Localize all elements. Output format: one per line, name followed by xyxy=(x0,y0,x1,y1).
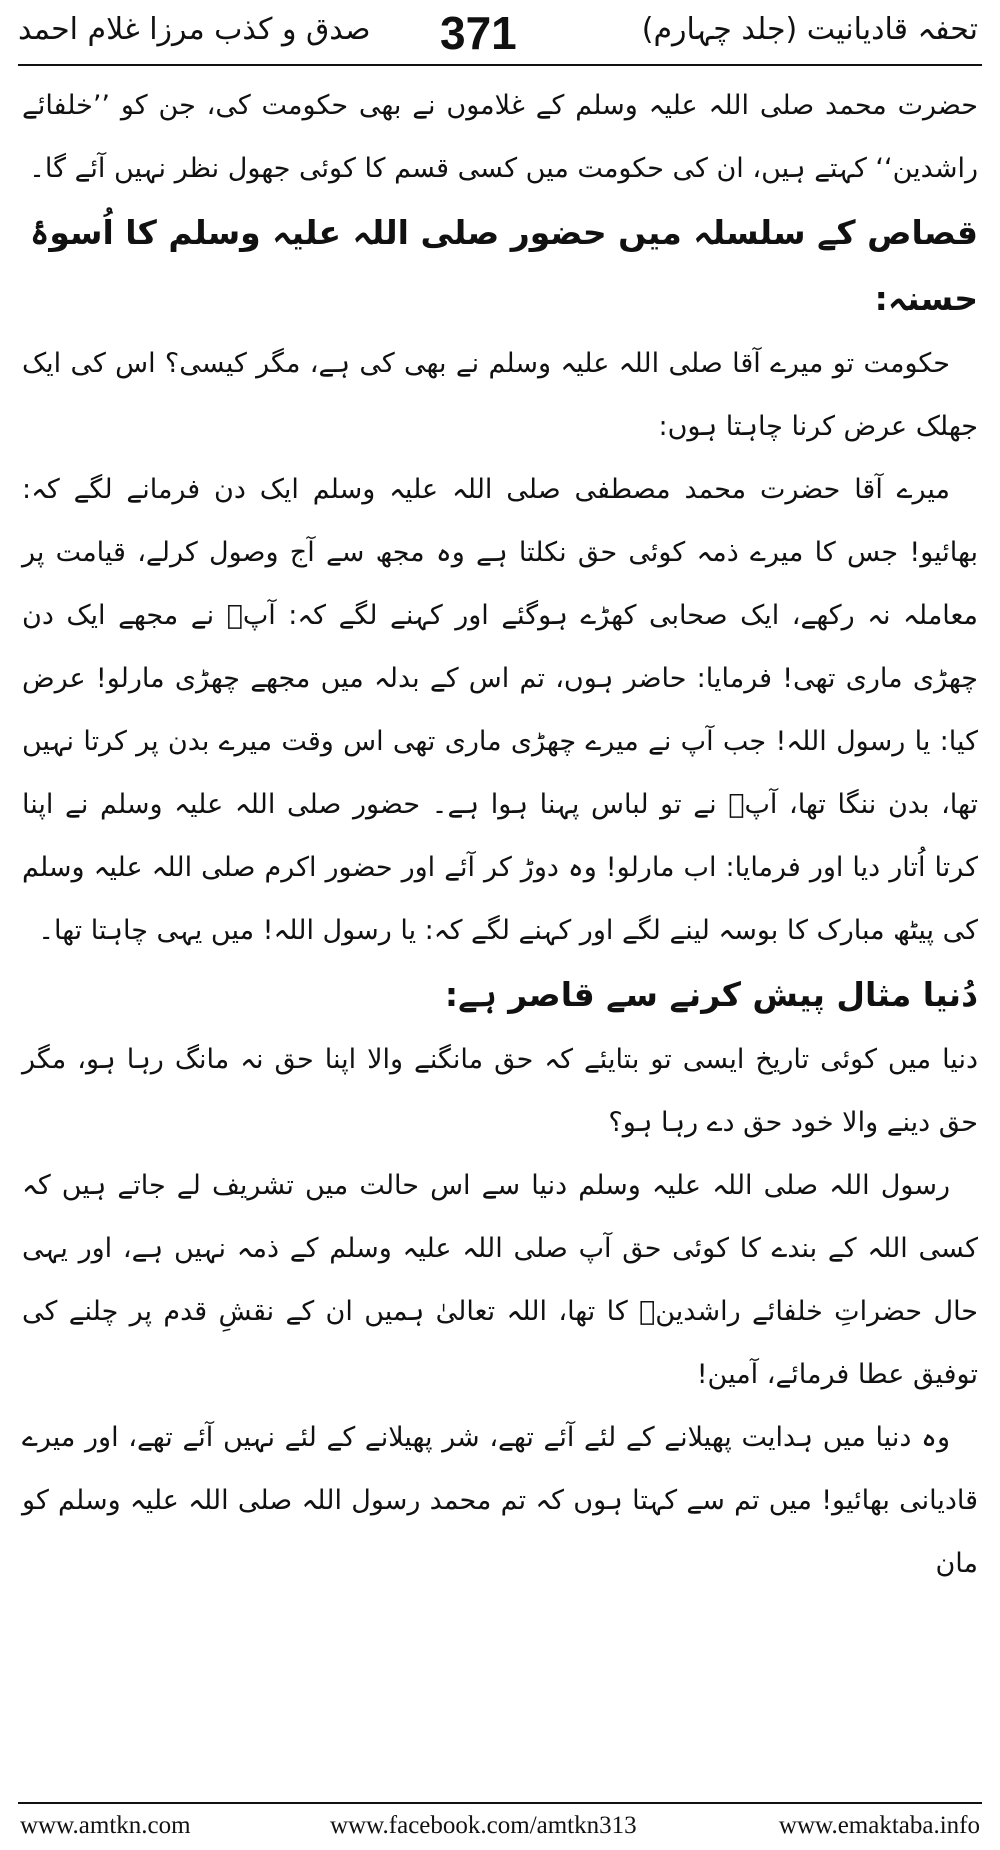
paragraph-2: حکومت تو میرے آقا صلی اللہ علیہ وسلم نے بھی کی ہے، مگر کیسی؟ اس کی ایک جھلک عرض کرنا چاہتا ہوں: xyxy=(22,348,978,442)
section-heading-duniya: دُنیا مثال پیش کرنے سے قاصر ہے: xyxy=(444,975,978,1014)
footer-link-emaktaba[interactable]: www.emaktaba.info xyxy=(778,1812,980,1839)
page-body xyxy=(22,74,978,1595)
footer-link-amtkn[interactable]: www.amtkn.com xyxy=(20,1812,191,1839)
chapter-title: صدق و کذب مرزا غلام احمد xyxy=(18,12,371,47)
footer-link-facebook[interactable]: www.facebook.com/amtkn313 xyxy=(330,1812,637,1839)
paragraph-3: میرے آقا حضرت محمد مصطفی صلی اللہ علیہ وسلم ایک دن فرمانے لگے کہ: بھائیو! جس کا میرے ذمہ کوئی حق نکلتا ہے وہ مجھ سے آج وصول کرلے، قیامت پر معاملہ نہ رکھے، ایک صحابی کھڑے ہوگئے اور کہنے لگے کہ: آپؐ نے مجھے ایک دن چھڑی ماری تھی! فرمایا: حاضر ہوں، تم اس کے بدلہ میں مجھے چھڑی مارلو! عرض کیا: یا رسول اللہ! جب آپ نے میرے چھڑی ماری تھی اس وقت میرے بدن پر کرتا نہیں تھا، بدن ننگا تھا، آپؐ نے تو لباس پہنا ہوا ہے۔ حضور صلی اللہ علیہ وسلم نے اپنا کرتا اُتار دیا اور فرمایا: اب مارلو! وہ دوڑ کر آئے اور حضور اکرم صلی اللہ علیہ وسلم کی پیٹھ مبارک کا بوسہ لینے لگے اور کہنے لگے کہ: یا رسول اللہ! میں یہی چاہتا تھا۔ xyxy=(22,474,978,946)
paragraph-1: حضرت محمد صلی اللہ علیہ وسلم کے غلاموں نے بھی حکومت کی، جن کو ’’خلفائے راشدین‘‘ کہتے ہیں، ان کی حکومت میں کسی قسم کا کوئی جھول نظر نہیں آئے گا۔ xyxy=(22,90,978,184)
page-number: 371 xyxy=(440,7,517,59)
footer-divider xyxy=(18,1802,982,1804)
section-heading-qisas: قصاص کے سلسلہ میں حضور صلی اللہ علیہ وسلم کا اُسوۂ حسنہ: xyxy=(30,213,978,318)
page-footer xyxy=(0,1808,1000,1848)
paragraph-6: وہ دنیا میں ہدایت پھیلانے کے لئے آئے تھے، شر پھیلانے کے لئے نہیں آئے تھے، اور میرے قادیانی بھائیو! میں تم سے کہتا ہوں کہ تم محمد رسول اللہ صلی اللہ علیہ وسلم کو مان xyxy=(22,1422,978,1579)
header-divider xyxy=(18,64,982,66)
paragraph-4: دنیا میں کوئی تاریخ ایسی تو بتایئے کہ حق مانگنے والا اپنا حق نہ مانگ رہا ہو، مگر حق دینے والا خود حق دے رہا ہو؟ xyxy=(22,1044,978,1138)
page-header xyxy=(0,0,1000,62)
paragraph-5: رسول اللہ صلی اللہ علیہ وسلم دنیا سے اس حالت میں تشریف لے جاتے ہیں کہ کسی اللہ کے بندے کا کوئی حق آپ صلی اللہ علیہ وسلم کے ذمہ نہیں ہے، اور یہی حال حضراتِ خلفائے راشدینؓ کا تھا، اللہ تعالیٰ ہمیں ان کے نقشِ قدم پر چلنے کی توفیق عطا فرمائے، آمین! xyxy=(22,1170,978,1390)
book-title: تحفہ قادیانیت (جلد چہارم) xyxy=(641,12,978,47)
